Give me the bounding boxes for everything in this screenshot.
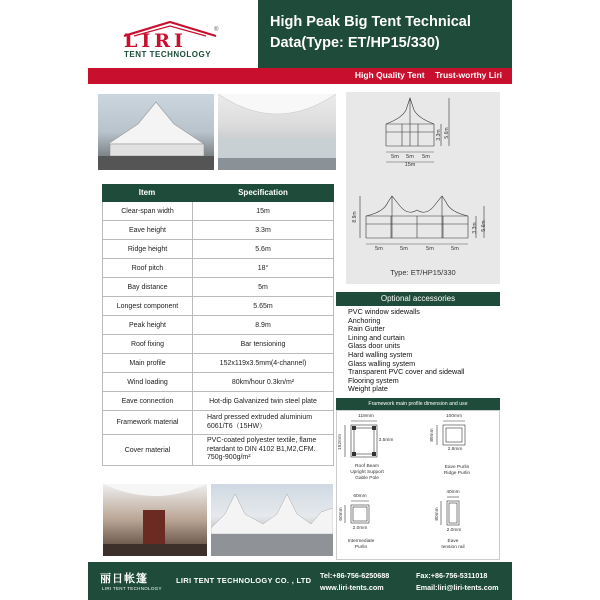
drawing-caption: Type: ET/HP15/330 [390,268,456,277]
accessory-item: Weight plate [348,384,388,394]
accessory-item: Lining and curtain [348,332,405,342]
accessory-item: Hard walling system [348,349,413,359]
spec-item-value: Bar tensioning [240,340,286,348]
spec-item-label: Framework material [103,411,193,434]
profile1-thickness: 3.5mm [378,438,394,443]
profile4-use-1: Eave [447,539,459,544]
tent-row-illustration [211,484,333,556]
page-title-line2: Data(Type: ET/HP15/330) [270,35,440,51]
bottom-bay-label: 5m [400,246,408,252]
profile3-width: 60mm [353,494,367,499]
spec-item-label: Longest component [103,297,193,315]
profile2-use-2: Ridge Purlin [443,471,471,476]
spec-row [103,278,333,297]
bottom-bay-label: 5m [426,246,434,252]
top-bay-label: 5m [422,154,430,160]
tagline [347,70,502,80]
spec-item-value: 18° [257,264,269,272]
spec-row [103,373,333,392]
spec-row [103,316,333,335]
spec-table [102,202,334,466]
profile2-width: 100mm [446,414,462,419]
accessory-item: Glass walling system [348,358,416,368]
spec-row [103,259,333,278]
title-box [258,0,512,68]
spec-item-label: Cover material [103,435,193,465]
accessory-item: Transparent PVC cover and sidewall [348,367,465,377]
tent-exterior-photo [98,94,214,170]
tent-bar-interior-photo [103,484,207,556]
bottom-eave-height-label: 3.3m [472,222,478,234]
profile3-height: 60mm [339,507,344,521]
tent-interior-photo [218,94,336,170]
spec-item-value: 80km/hour 0.3kn/m² [231,378,295,386]
spec-item-label: Eave connection [103,392,193,410]
footer-logo-sub: LIRI TENT TECHNOLOGY [102,586,162,591]
accessory-item: PVC window sidewalls [348,307,420,316]
footer-fax: Fax:+86-756-5311018 [416,571,488,580]
profile2-thickness: 2.8mm [447,447,463,452]
profile4-use-2: tension rail [441,545,465,550]
profile2-use-1: Eave Purlin [444,465,470,470]
spec-item-value: 5.65m [253,302,273,310]
spec-item-value: 15m [256,207,270,215]
tent-interior-illustration [218,94,336,170]
profile1-use-3: Gable Pole [355,476,379,481]
profile3-thickness: 2.0mm [352,526,368,531]
spec-row [103,202,333,221]
spec-head-specification: Specification [238,188,288,197]
spec-item-value: Hot-dip Galvanized twin steel plate [209,397,317,405]
bottom-bay-label: 5m [451,246,459,252]
accessory-item: Glass door units [348,341,400,351]
spec-item-label: Roof fixing [103,335,193,353]
technical-drawing [346,92,500,284]
spec-row [103,240,333,259]
footer-company: LIRI TENT TECHNOLOGY CO. , LTD [176,576,312,585]
tent-bar-illustration [103,484,207,556]
spec-row [103,335,333,354]
spec-item-label: Clear-span width [103,202,193,220]
spec-row [103,392,333,411]
profile1-use-2: Upright Support [350,470,384,475]
spec-item-label: Peak height [103,316,193,334]
bottom-bay-label: 5m [375,246,383,252]
spec-item-label: Wind loading [103,373,193,391]
spec-item-label: Main profile [103,354,193,372]
profile1-use-1: Roof Beam [355,464,379,469]
profile4-height: 80mm [435,507,440,521]
spec-row [103,297,333,316]
spec-item-value: 5.6m [255,245,271,253]
profile4-width: 40mm [446,490,460,495]
spec-item-value: 3.3m [255,226,271,234]
header [88,0,512,68]
accessory-item: Flooring system [348,375,399,385]
bottom-ridge-height-label: 5.6m [481,220,487,232]
accessories-list [348,308,464,394]
bottom-peak-height-label: 8.9m [352,211,358,223]
accessory-item: Anchoring [348,315,381,325]
spec-row [103,435,333,466]
tent-exterior-illustration [98,94,214,170]
tagline-left: High Quality Tent [354,70,425,80]
spec-table-header [102,184,334,202]
logo [88,0,258,68]
profile1-width: 119mm [358,414,374,419]
logo-text: LIRI [124,30,187,52]
spec-item-label: Bay distance [103,278,193,296]
spec-row [103,221,333,240]
profile1-height: 152mm [338,434,343,450]
spec-item-value: 5m [258,283,268,291]
top-bay-label: 5m [391,154,399,160]
footer-tel: Tel:+86-756-6250688 [320,571,390,580]
profile2-height: 89mm [430,428,435,442]
spec-item-label: Roof pitch [103,259,193,277]
tent-row-exterior-photo [211,484,333,556]
spec-item-value: Hard pressed extruded aluminium 6061/T6（15HW） [207,414,313,430]
top-bay-label: 5m [406,154,414,160]
profiles-area [336,410,500,560]
tagline-right: Trust-worthy Liri [434,70,502,80]
accessory-item: Rain Gutter [348,324,385,334]
profile3-use-2: Purlin [354,545,368,550]
accessories-header: Optional accessories [336,292,500,306]
profile3-use-1: Intermediate [347,539,375,544]
tagline-bar [88,68,512,84]
spec-row [103,354,333,373]
spec-item-value: 8.9m [255,321,271,329]
logo-subtitle: TENT TECHNOLOGY [124,50,212,59]
footer [88,562,512,600]
tent-elevation-drawings [346,92,500,268]
spec-item-label: Eave height [103,221,193,239]
footer-email-link[interactable]: Email:liri@liri-tents.com [416,583,499,592]
top-span-label: 15m [404,162,416,168]
spec-head-item: Item [138,188,156,197]
footer-website-link[interactable]: www.liri-tents.com [320,583,384,592]
registered-mark: ® [214,27,219,33]
spec-item-value: PVC-coated polyester textile, flame retardant to DIN 4102 B1,M2,CFM. 750g-900g/m² [207,437,317,462]
page-title-line1: High Peak Big Tent Technical [270,14,471,30]
top-eave-height-label: 3.3m [436,129,442,141]
spec-item-label: Ridge height [103,240,193,258]
footer-logo-cn: 丽日帐篷 [100,573,148,585]
top-ridge-height-label: 5.6m [444,127,450,139]
brochure-page [88,0,512,600]
profile4-thickness: 2.0mm [446,528,462,533]
profiles-header: Framework main profile dimension and use [336,398,500,410]
spec-row [103,411,333,435]
spec-item-value: 152x119x3.5mm(4-channel) [219,359,307,367]
